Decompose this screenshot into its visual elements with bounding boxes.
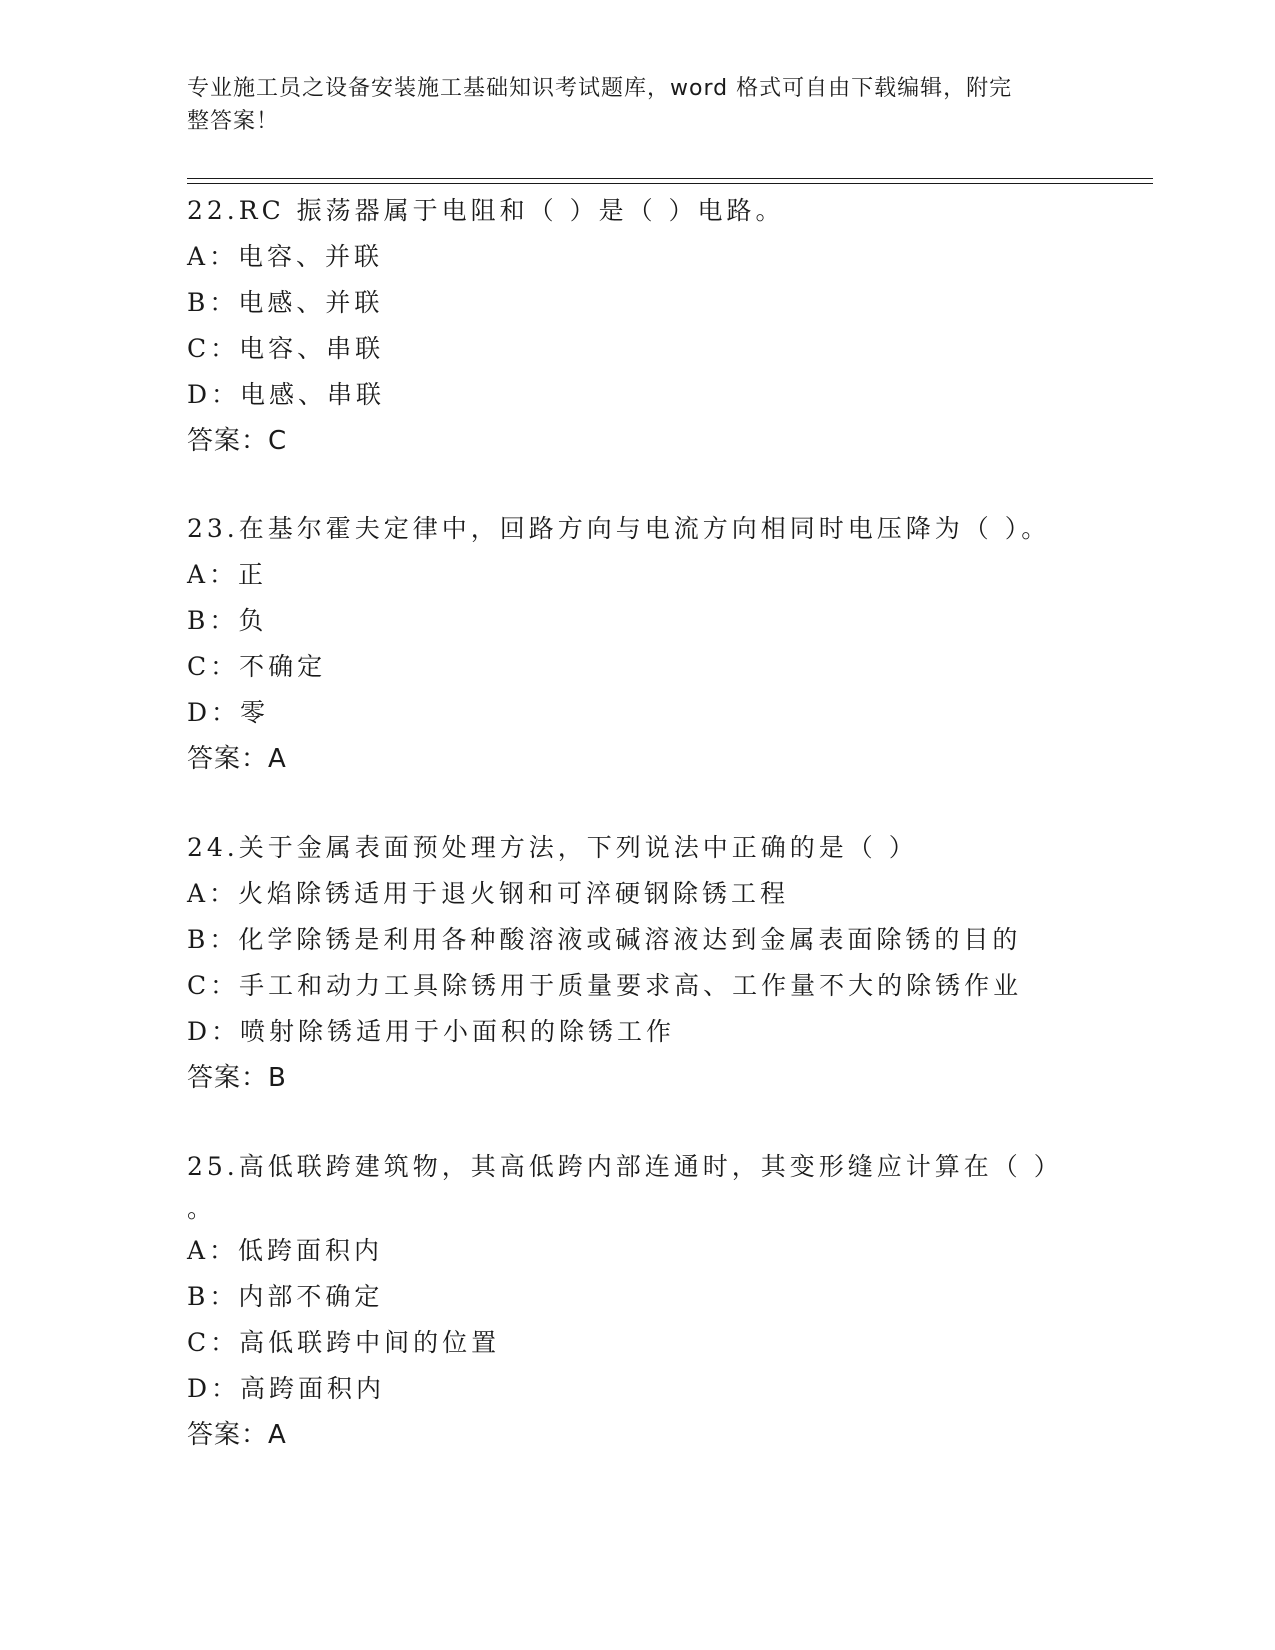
option-a: A：火焰除锈适用于退火钢和可淬硬钢除锈工程 [187, 879, 790, 908]
header-line-2: 整答案！ [187, 109, 280, 134]
question-stem-tail: 。 [187, 1194, 217, 1223]
option-d: D：喷射除锈适用于小面积的除锈工作 [187, 1017, 676, 1046]
question-25 [187, 1144, 1067, 1458]
header-line-1: 专业施工员之设备安装施工基础知识考试题库，word 格式可自由下载编辑，附完 [187, 76, 1013, 101]
option-b: B：负 [187, 606, 268, 635]
option-a: A：低跨面积内 [187, 1236, 384, 1265]
question-stem: 25.高低联跨建筑物，其高低跨内部连通时，其变形缝应计算在（ ） [187, 1152, 1063, 1181]
answer-label: 答案：A [187, 1420, 287, 1450]
option-c: C：手工和动力工具除锈用于质量要求高、工作量不大的除锈作业 [187, 971, 1023, 1000]
answer-label: 答案：A [187, 744, 287, 774]
option-d: D：电感、串联 [187, 380, 386, 409]
header-rule-bottom [187, 183, 1153, 184]
question-stem: 22.RC 振荡器属于电阻和（ ）是（ ）电路。 [187, 196, 785, 225]
option-c: C：高低联跨中间的位置 [187, 1328, 501, 1357]
option-a: A：电容、并联 [187, 242, 384, 271]
option-d: D：零 [187, 698, 270, 727]
question-stem: 23.在基尔霍夫定律中，回路方向与电流方向相同时电压降为（ ）。 [187, 514, 1051, 543]
option-b: B：化学除锈是利用各种酸溶液或碱溶液达到金属表面除锈的目的 [187, 925, 1022, 954]
header-rule-top [187, 178, 1153, 179]
document-header [187, 72, 1067, 138]
option-c: C：不确定 [187, 652, 327, 681]
option-d: D：高跨面积内 [187, 1374, 386, 1403]
question-22 [187, 188, 1067, 464]
option-b: B：内部不确定 [187, 1282, 384, 1311]
question-23 [187, 506, 1067, 782]
question-24 [187, 825, 1067, 1101]
option-a: A：正 [187, 560, 268, 589]
option-b: B：电感、并联 [187, 288, 384, 317]
option-c: C：电容、串联 [187, 334, 385, 363]
question-stem: 24.关于金属表面预处理方法，下列说法中正确的是（ ） [187, 833, 918, 862]
answer-label: 答案：C [187, 426, 288, 456]
answer-label: 答案：B [187, 1063, 287, 1093]
